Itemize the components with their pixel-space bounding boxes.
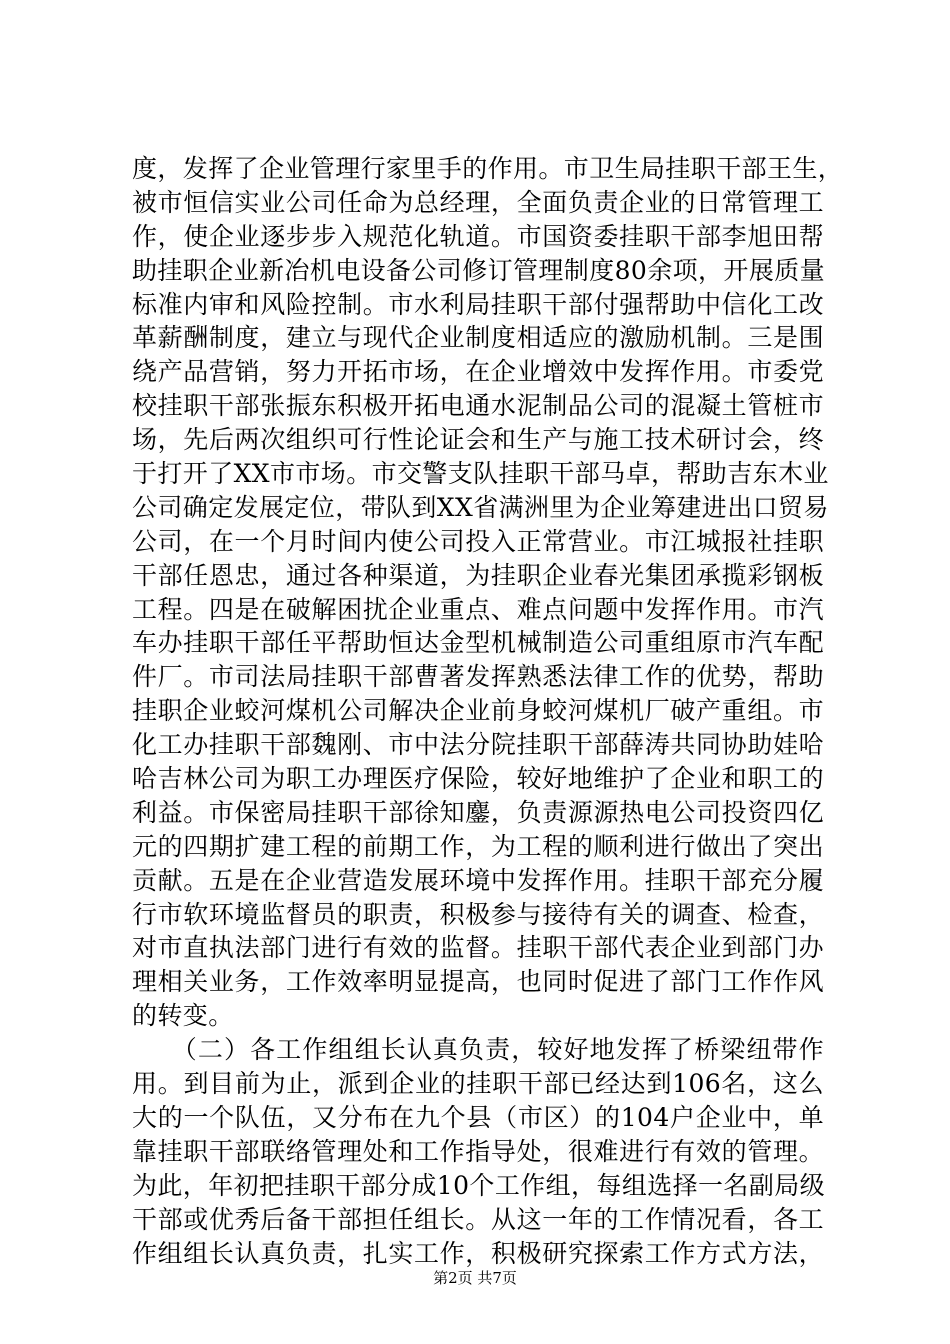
document-body [132,152,844,1270]
page-number-footer: 第2页 共7页 [433,1269,517,1287]
text-line: 革薪酬制度，建立与现代企业制度相适应的激励机制。三是围 [132,323,824,353]
text-line: 公司确定发展定位，带队到XX省满洲里为企业筹建进出口贸易 [132,492,829,522]
text-line: 对市直执法部门进行有效的监督。挂职干部代表企业到部门办 [132,933,824,963]
text-line: 车办挂职干部任平帮助恒达金型机械制造公司重组原市汽车配 [132,628,824,658]
text-line: 靠挂职干部联络管理处和工作指导处，很难进行有效的管理。 [132,1136,824,1166]
text-line: 作，使企业逐步步入规范化轨道。市国资委挂职干部李旭田帮 [132,221,824,251]
text-line: 为此，年初把挂职干部分成10个工作组，每组选择一名副局级 [132,1170,826,1200]
text-line: 公司，在一个月时间内使公司投入正常营业。市江城报社挂职 [132,526,824,556]
text-line: 的转变。 [132,1001,234,1031]
text-line: 于打开了XX市市场。市交警支队挂职干部马卓，帮助吉东木业 [132,459,829,489]
text-line: 件厂。市司法局挂职干部曹著发挥熟悉法律工作的优势，帮助 [132,662,824,692]
text-line: 哈吉林公司为职工办理医疗保险，较好地维护了企业和职工的 [132,764,824,794]
text-line: 作组组长认真负责，扎实工作，积极研究探索工作方式方法， [132,1238,824,1268]
text-line: 挂职企业蛟河煤机公司解决企业前身蛟河煤机厂破产重组。市 [132,696,824,726]
text-line: 贡献。五是在企业营造发展环境中发挥作用。挂职干部充分履 [132,865,824,895]
text-line: 用。到目前为止，派到企业的挂职干部已经达到106名，这么 [132,1069,824,1099]
text-line: 度，发挥了企业管理行家里手的作用。市卫生局挂职干部王生， [132,154,844,183]
text-line: 工程。四是在破解困扰企业重点、难点问题中发挥作用。市汽 [132,594,824,624]
text-line: 标准内审和风险控制。市水利局挂职干部付强帮助中信化工改 [132,289,824,319]
text-line: 干部或优秀后备干部担任组长。从这一年的工作情况看，各工 [132,1204,824,1234]
text-line: 化工办挂职干部魏刚、市中法分院挂职干部薛涛共同协助娃哈 [132,730,824,760]
text-line: 助挂职企业新冶机电设备公司修订管理制度80余项，开展质量 [132,255,826,285]
text-line: 绕产品营销，努力开拓市场，在企业增效中发挥作用。市委党 [132,357,824,387]
text-line: 场，先后两次组织可行性论证会和生产与施工技术研讨会，终 [132,425,824,455]
text-line: 利益。市保密局挂职干部徐知鏖，负责源源热电公司投资四亿 [132,797,824,827]
text-line: （二）各工作组组长认真负责，较好地发挥了桥梁纽带作 [132,1035,824,1065]
text-line: 行市软环境监督员的职责，积极参与接待有关的调查、检查， [132,899,824,929]
text-line: 干部任恩忠，通过各种渠道，为挂职企业春光集团承揽彩钢板 [132,560,824,590]
text-line: 理相关业务，工作效率明显提高，也同时促进了部门工作作风 [132,967,824,997]
text-line: 元的四期扩建工程的前期工作，为工程的顺利进行做出了突出 [132,831,824,861]
text-line: 被市恒信实业公司任命为总经理，全面负责企业的日常管理工 [132,187,824,217]
text-line: 大的一个队伍，又分布在九个县（市区）的104户企业中，单 [132,1102,824,1132]
text-line: 校挂职干部张振东积极开拓电通水泥制品公司的混凝土管桩市 [132,391,824,421]
